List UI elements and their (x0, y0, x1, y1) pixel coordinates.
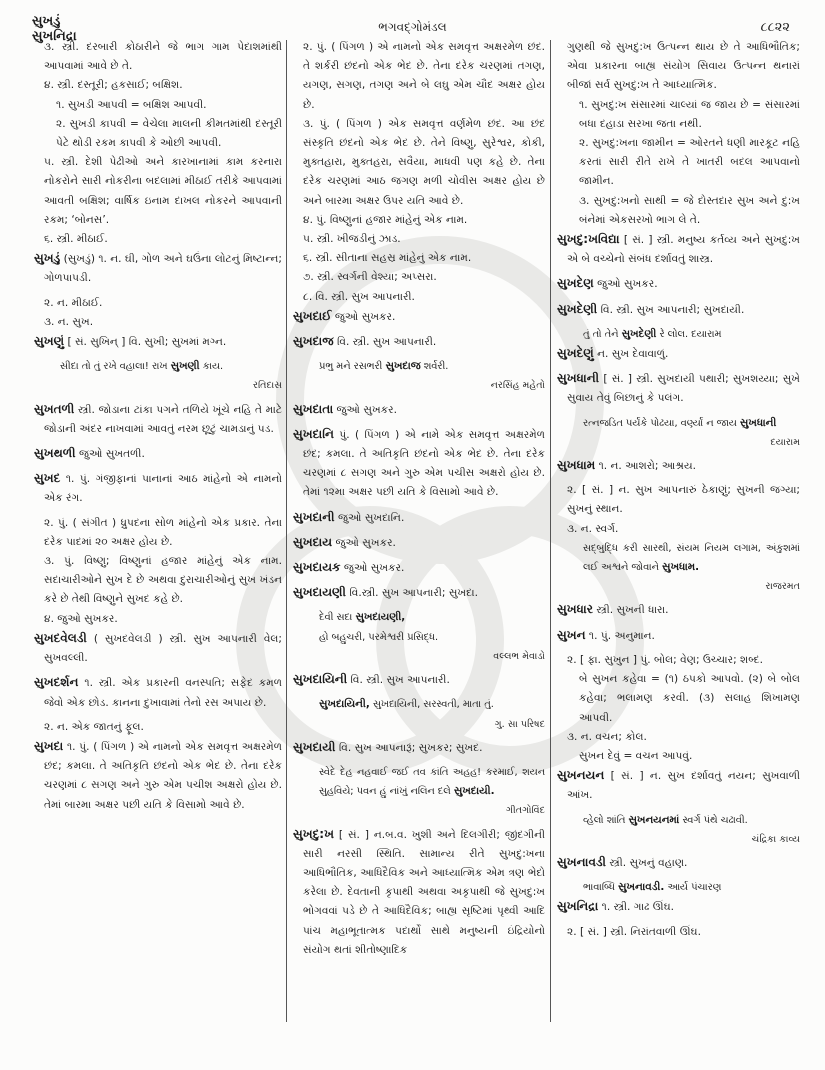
quote-text: ભાવાબ્ધિ (583, 882, 619, 894)
sense-line: ૪. સ્ત્રી. દસ્તૂરી; હકસાઈ; બક્ષિશ. (44, 79, 183, 92)
quote-headword: સુખનયનમાં (628, 813, 680, 826)
dictionary-entry (34, 469, 282, 508)
dictionary-entry (34, 444, 282, 464)
sense-line: ૫. સ્ત્રી. ખીજડીનું ઝાડ. (303, 233, 401, 246)
citation-quote (293, 608, 545, 627)
page-header (0, 0, 825, 44)
citation-quote (293, 357, 545, 376)
headword: સુખદાયણી (293, 585, 346, 600)
quote-text: રત્નજડિત પર્યંકે પોઢયા, વર્ણ્યાં ન જાય (583, 417, 740, 429)
dictionary-entry (34, 400, 282, 439)
quote-text: સદ્બુદ્ધિ કરી સારથી, સંયમ નિયમ લગામ, અંકુશમાં લઈ અશ્વને જોવાને (583, 542, 800, 574)
definition: જુઓ સુખકર. (334, 310, 396, 323)
headword: સુખદવેલડી (34, 630, 87, 645)
definition: પું. ( પિંગળ ) એ નામે એક સમવૃત્ત અક્ષરમેળ છંદ; કમલા. તે અતિકૃતિ છંદનો એક ભેદ છે. તેના દરેક ચરણમાં ૮ સગણ અને ગુરુ એમ પચીસ અક્ષરો હોય છે. તેમાં ૧૨મા અક્ષર પછી યતિ કે વિસામો આવે છે. (303, 428, 545, 499)
idiom-line: ૩. સુખદુ:ખનો સાથી = જે દોસ્તદાર સુખ અને દુ:ખ બંનેમાં એકસરખો ભાગ લે તે. (579, 194, 800, 226)
citation-quote (557, 325, 800, 344)
sense-line: ૫. સ્ત્રી. દેશી પેઢીઓ અને કારખાનામાં કામ કરનારા નોકરોને સારી નોકરીના બદલામાં મીઠાઈ તરીકે આપવામાં આવતી બક્ષિશ; વાર્ષિક ઇનામ દાખલ નોકરને આપવાની રકમ; ‘બોનસ’. (44, 156, 282, 226)
headword: સુખદાયિની (293, 672, 348, 687)
quote-headword: સુખધામ. (662, 561, 700, 574)
headword: સુખદાઈ (293, 308, 332, 323)
definition: જુઓ સુખતળી. (78, 448, 145, 461)
sense-line: ૬. સ્ત્રી. સીતાના સહસ્ર માંહેનું એક નામ. (303, 252, 472, 265)
definition: ૧. સ્ત્રી. ગાઢ ઊંઘ. (601, 901, 674, 914)
headword: સુખદેણ (557, 276, 594, 291)
headword: સુખદુ:ખ (293, 826, 334, 841)
citation-quote (557, 811, 800, 830)
dictionary-entry (293, 400, 545, 420)
sense-line: ૩. ન. વચન; કોલ. (567, 730, 647, 743)
citation-source: ગીતગોવિંદ (505, 805, 545, 817)
headword: સુખણું (34, 334, 65, 349)
quote-headword: સુખણી (170, 360, 200, 373)
dictionary-entry (34, 673, 282, 712)
dictionary-entry (557, 456, 800, 476)
quote-text: વ્હેલો શાંતિ (583, 814, 629, 826)
definition: વિ. સુખ આપનારૂં; સુખકર; સુખદ. (338, 741, 483, 754)
headword: સુખદેણું (557, 346, 594, 361)
dictionary-entry (34, 249, 282, 288)
quote-text-after: કાય. (199, 361, 224, 373)
idiom-line: સુખન દેવું = વચન આપવું. (579, 749, 693, 762)
dictionary-entry (557, 274, 800, 294)
column-middle (293, 38, 545, 965)
dictionary-entry (557, 897, 800, 917)
dictionary-entry (293, 825, 545, 960)
headword: સુખનયન (557, 768, 605, 783)
citation-quote (557, 539, 800, 577)
column-left (34, 38, 282, 820)
quote-headword: સુખદાયી. (453, 785, 495, 798)
dictionary-entry (557, 344, 800, 364)
sense-line: ૩. સ્ત્રી. દરબારી કોઠારીને જે ભાગ ગામ પેદાશમાંથી આપવામાં આવે છે તે. (44, 41, 282, 73)
column-right (557, 38, 800, 942)
citation-quote (557, 414, 800, 433)
sense-line: ૩. પું. ( પિંગળ ) એક સમવૃત્ત વર્ણમેળ છંદ. આ છંદ સંસ્કૃતિ છંદનો એક ભેદ છે. તેને વિષ્ણુ, સુરેશ્વર, કોકી, મુક્તહારા, મુક્તહરા, સવૈયા, માધવી પણ કહે છે. તેના દરેક ચરણમાં આઠ જગણ મળી ચોવીસ અક્ષર હોય છે અને બારમા અક્ષર ઉપર યતિ આવે છે. (303, 117, 545, 207)
dictionary-entry (34, 629, 282, 668)
guide-word-last: સુખનિદ્રા (32, 29, 77, 44)
definition: [ સં. ] ન. સુખ દર્શાવતું નયન; સુખવાળી આંખ. (567, 770, 800, 802)
quote-text: પ્રભુ મને રસભરી (319, 361, 386, 373)
headword: સુખડું (34, 251, 61, 266)
dictionary-entry (293, 738, 545, 758)
dictionary-entry (293, 670, 545, 690)
dictionary-entry (293, 533, 545, 553)
definition: સ્ત્રી. સુખની ધારા. (596, 604, 669, 617)
dictionary-entry (557, 300, 800, 320)
quote-text-after: રે લોલ. દયારામ (656, 328, 722, 340)
headword: સુખધામ (557, 458, 596, 473)
dictionary-entry (557, 853, 800, 873)
sense-line: ૨. [ ફા. સુખુન ] પું. બોલ; વેણ; ઉચ્ચાર; શબ્દ. (567, 653, 763, 666)
headword: સુખદાની (293, 509, 335, 524)
citation-source: વલ્લભ મેવાડો (493, 650, 545, 662)
quote-headword: સુખદેણી (621, 327, 657, 340)
headword: સુખદાનિ (293, 426, 334, 441)
dictionary-entry (34, 737, 282, 815)
headword: સુખધાર (557, 602, 593, 617)
headword: સુખધાની (557, 371, 600, 386)
dictionary-entry (557, 626, 800, 646)
quote-text-after: સ્વર્ગ પંથે ચઢાવી. (679, 814, 748, 826)
citation-source: રતિદાસ (253, 380, 282, 392)
definition: વિ. સ્ત્રી. સુખ આપનારી. (336, 336, 437, 349)
definition: સ્ત્રી. જોડાના ટાંકા પગને તળિયે ખૂંચે નહિ તે માટે જોડાની અંદર નાખવામાં આવતું નરમ છૂટું ચામડાનું પડ. (44, 403, 282, 435)
definition: [ સં. સુખિન્ ] વિ. સુખી; સુખમાં મગ્ન. (67, 336, 227, 349)
idiom-line: ૧. સુખદુ:ખ સંસારમાં ચાલ્યાં જ જાય છે = સંસારમાં બધા દહાડા સરખા જતા નથી. (579, 98, 800, 130)
dictionary-entry (293, 425, 545, 503)
quote-text: સીદા તો તું રખે વહાલા! રાખ (60, 361, 171, 373)
quote-text: તું તો તેને (583, 328, 622, 340)
quote-text: હો બહુચરી, પરમેશ્વરી પ્રસિદ્ધ. (319, 631, 439, 643)
citation-quote (557, 878, 800, 897)
headword: સુખતળી (34, 401, 75, 416)
definition: ૧. ન. આશરો; આશ્રય. (598, 460, 696, 473)
definition: ( સુખદવેલડી ) સ્ત્રી. સુખ આપનારી વેલ; સુખવલ્લી. (44, 632, 282, 665)
definition: ૧. પું. ( પિંગળ ) એ નામનો એક સમવૃત્ત અક્ષરમેળ છંદ; કમલા. તે અતિકૃતિ છંદનો એક ભેદ છે. તેના દરેક ચરણમાં ૮ સગણ અને ગુરુ એમ પચીશ અક્ષરો હોય છે. તેમાં બારમા અક્ષર પછી યતિ કે વિસામો આવે છે. (44, 740, 282, 811)
citation-source: રાજરમત (765, 581, 800, 593)
sense-line: ૭. સ્ત્રી. સ્વર્ગની વેશ્યા; અપ્સરા. (303, 271, 437, 284)
headword: સુખદાજ (293, 334, 334, 349)
definition: જુઓ સુખકર. (343, 562, 405, 575)
idiom-line: ૨. સુખડી કાપવી = વેચેલા માલની કીમતમાંથી દસ્તૂરી પેટે થોડી રકમ કાપવી કે ઓછી આપવી. (56, 117, 282, 150)
definition: ૧. પું. અનુમાન. (588, 629, 655, 642)
sense-line: ૨. પું. ( પિંગળ ) એ નામનો એક સમવૃત્ત અક્ષરમેળ છંદ. તે શર્કરી છંદનો એક ભેદ છે. તેના દરેક ચરણમાં તગણ, યગણ, સગણ, તગણ અને બે લઘુ એમ ચૌદ અક્ષર હોય છે. (303, 41, 545, 111)
guide-word-first: સુખડું (32, 14, 61, 29)
dictionary-entry (34, 332, 282, 352)
headword: સુખદા (34, 738, 64, 753)
sense-line: ૨. પું. ( સંગીત ) ધ્રુપદના સોળ માંહેનો એક પ્રકાર. તેના દરેક પાદમાં ૨૦ અક્ષર હોય છે. (44, 516, 282, 548)
headword: સુખદાતા (293, 401, 334, 416)
idiom-line: બે સુખન કહેવા = (૧) ઠપકો આપવો. (૨) બે બોલ કહેવા; ભલામણ કરવી. (૩) સલાહ શિખામણ આપવી. (579, 673, 800, 724)
definition: ૧. પું. ગંજીફાનાં પાનાનાં આઠ માંહેનો એ નામનો એક રંગ. (44, 473, 282, 505)
definition: વિ. સ્ત્રી. સુખ આપનારી; સુખદાયી. (600, 303, 745, 316)
sense-line: ૪. જુઓ સુખકર. (44, 612, 118, 625)
headword: સુખથળી (34, 446, 76, 461)
quote-headword: સુખદાજ (385, 360, 421, 373)
quote-text-after: શર્વરી. (420, 361, 449, 373)
citation-quote (34, 357, 282, 376)
dictionary-entry (293, 558, 545, 578)
headword: સુખનાવડી (557, 854, 606, 869)
quote-headword: સુખધાની (739, 416, 777, 429)
definition: વિ.સ્ત્રી. સુખ આપનારી; સુખદા. (349, 587, 479, 600)
sense-line: ૩. ન. સુખ. (44, 315, 94, 328)
definition: જુઓ સુખકર. (336, 403, 397, 416)
dictionary-title: ભગવદ્ગોમંડલ (378, 20, 447, 34)
citation-quote (293, 628, 545, 647)
citation-quote (293, 763, 545, 801)
citation-source: ગુ. સા પરિષદ (494, 718, 545, 730)
quote-text: દેવી સદા (319, 612, 356, 624)
definition: [ સં. ] સ્ત્રી. સુખદાયી પથારી; સુખશય્યા; સુખે સુવાય તેવું બિછાનું કે પલંગ. (567, 373, 800, 405)
quote-headword: સુખનાવડી. (618, 881, 665, 894)
column-divider (550, 40, 551, 1022)
quote-headword: સુખદાયણી, (355, 611, 406, 624)
sense-line: ૨. [ સં. ] ન. સુખ આપનારું ઠેકાણું; સુખની જગ્યા; સુખનું સ્થાન. (567, 484, 800, 516)
dictionary-entry (557, 230, 800, 269)
citation-source: ચંદ્રિકા કાવ્ય (751, 833, 800, 845)
sense-line: ૨. [ સં. ] સ્ત્રી. નિરાંતવાળી ઊંઘ. (567, 925, 701, 938)
definition: ૧. સ્ત્રી. એક પ્રકારની વનસ્પતિ; સફેદ કમળ જેવો એક છોડ. કાનના દુખાવામાં તેનો રસ અપાય છે. (44, 677, 282, 709)
headword: સુખદાયક (293, 560, 341, 575)
page-number: ૮૮૨૨ (760, 20, 790, 35)
sense-line: ગુણથી જે સુખદુ:ખ ઉત્પન્ન થાય છે તે આધિભૌતિક; એવા પ્રકારના બાહ્ય સંયોગ સિવાય ઉત્પન્ન થનારાં બીજાં સર્વ સુખદુ:ખ તે આધ્યાત્મિક. (567, 41, 800, 92)
idiom-line: ૨. સુખદુ:ખના જામીન = ઓરતને ધણી મારકૂટ નહિ કરતાં સારી રીતે રાખે તે ખાતરી બદલ આપવાનો જામીન. (579, 137, 800, 188)
sense-line: ૮. વિ. સ્ત્રી. સુખ આપનારી. (303, 290, 415, 303)
headword: સુખદેણી (557, 301, 598, 316)
quote-text: સ્વેદે દેહ નહવાઈ જઈ તવ કાંતિ અહહ! કરમાઈ, શયન સુહવિયે; પવન હું નાંખું નલિન દલે (319, 766, 545, 798)
sense-line: ૨. ન. મીઠાઈ. (44, 296, 103, 309)
idiom-line: ૧. સુખડી આપવી = બક્ષિશ આપવી. (56, 98, 207, 111)
definition: જુઓ સુખકર. (335, 536, 396, 549)
definition: સ્ત્રી. સુખનું વહાણ. (609, 856, 688, 869)
headword: સુખદુ:ખવિદ્યા (557, 232, 620, 247)
definition: જુઓ સુખકર. (597, 278, 658, 291)
definition: ન. સુખ દેવાવાળું. (597, 348, 669, 361)
definition: [ સં. ] ન.બ.વ. ખુશી અને દિલગીરી; જીંદગીની સારી નરસી સ્થિતિ. સામાન્ય રીતે સુખદુ:ખના આધિભૌતિક, આધિદૈવિક અને આધ્યાત્મિક એમ ત્રણ ભેદો કરેલા છે. દેવતાની કૃપાથી અથવા અકૃપાથી જે સુખદુ:ખ ભોગવવાં પડે છે તે આધિદૈવિક; બાહ્ય સૃષ્ટિમાં પૃથ્વી આદિ પાંચ મહાભૂતાત્મક પદાર્થો સાથે મનુષ્યની ઇંદ્રિયોનો સંયોગ થતાં શીતોષ્ણાદિક (303, 828, 545, 956)
headword: સુખનિદ્રા (557, 899, 599, 914)
headword: સુખન (557, 627, 586, 642)
headword: સુખદાયી (293, 739, 336, 754)
citation-source: નરસિંહ મહેતો (490, 380, 545, 392)
headword: સુખદર્શન (34, 675, 79, 690)
sense-line: ૩. પું. વિષ્ણુ; વિષ્ણુનાં હજાર માંહેનું એક નામ. સદાચારીઓને સુખ દે છે અથવા દુરાચારીઓનું સુખ ખંડન કરે છે તેથી વિષ્ણુને સુખદ કહે છે. (44, 555, 282, 606)
headword: સુખદાય (293, 534, 333, 549)
dictionary-entry (293, 583, 545, 603)
definition: (સુખડું) ૧. ન. ઘી, ગોળ અને ઘઉંના લોટનું મિષ્ટાન્ન; ગોળપાપડી. (44, 253, 282, 285)
quote-text-after: સુખદાયિની, સરસ્વતી, માતા તું. (369, 699, 494, 711)
definition: વિ. સ્ત્રી. સુખ આપનારી. (350, 674, 450, 687)
dictionary-entry (293, 332, 545, 352)
dictionary-entry (557, 766, 800, 805)
quote-headword: સુખદાયિની, (319, 698, 370, 711)
citation-quote (293, 695, 545, 714)
definition: જુઓ સુખદાનિ. (337, 511, 405, 524)
sense-line: ૩. ન. સ્વર્ગ. (567, 522, 619, 535)
dictionary-entry (293, 307, 545, 327)
quote-text-after: આર્ય પંચારણ (664, 882, 722, 894)
sense-line: ૨. ન. એક જાતનું ફૂલ. (44, 720, 144, 733)
dictionary-entry (293, 508, 545, 528)
definition: [ સં. ] સ્ત્રી. મનુષ્ય કર્તવ્ય અને સુખદુ:ખ એ બે વચ્ચેનો સંબંધ દર્શાવતું શાસ્ત્ર. (567, 234, 800, 266)
dictionary-entry (557, 600, 800, 620)
sense-line: ૪. પું. વિષ્ણુનાં હજાર માંહેનું એક નામ. (303, 213, 468, 226)
headword: સુખદ (34, 471, 61, 486)
column-divider (286, 40, 287, 1022)
sense-line: ૬. સ્ત્રી. મીઠાઈ. (44, 233, 108, 246)
citation-source: દયારામ (770, 436, 800, 448)
dictionary-entry (557, 369, 800, 408)
